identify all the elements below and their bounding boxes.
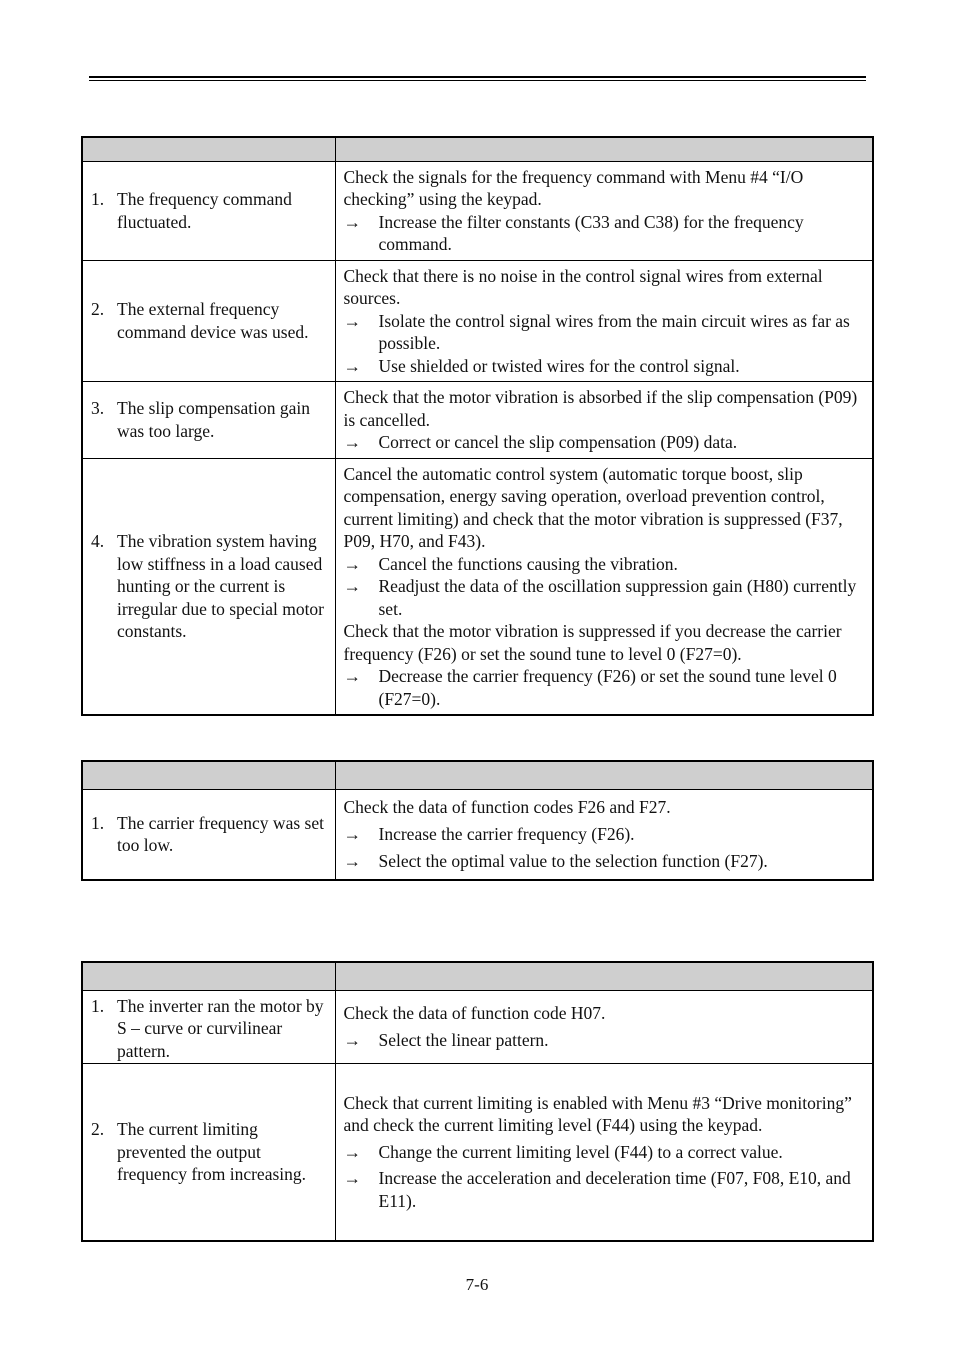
arrow-icon: → <box>343 850 361 871</box>
check-cell: Check the data of function codes F26 and F27. → Increase the carrier frequency (F26). → Select the optimal value to the selection function (F27). <box>336 790 873 879</box>
header-rule <box>89 76 866 78</box>
table-row <box>82 990 873 1063</box>
cause-cell: 1. The carrier frequency was set too low. <box>91 812 324 855</box>
check-cell: Cancel the automatic control system (automatic torque boost, slip compensation, energy saving operation, overload prevention control, current limiting) and check that the motor vibration is suppressed (F37, P09, H70, and F43). → Cancel the functions causing the vibration. → Readjust the data of the oscillation suppression gain (H80) currently set. Check that the motor vibration is suppressed if you decrease the carrier frequency (F26) or set the sound tune to level 0 (F27=0). → Decrease the carrier frequency (F26) or set the sound tune level 0 (F27=0). <box>343 463 857 709</box>
arrow-icon: → <box>343 310 361 331</box>
check-cell: Check the data of function code H07. → Select the linear pattern. <box>336 996 873 1058</box>
table-noise <box>81 760 874 881</box>
table-row <box>82 789 873 880</box>
table-row <box>82 382 873 459</box>
header-cell-cause <box>82 962 335 990</box>
cause-cell: 4. The vibration system having low stiffness in a load caused hunting or the current is irregular due to special motor constants. <box>91 531 325 641</box>
arrow-icon: → <box>343 1168 361 1188</box>
header-cell-cause <box>82 761 335 789</box>
table-header-row <box>82 962 873 990</box>
check-cell: Check that there is no noise in the control signal wires from external sources. → Isolate the control signal wires from the main circuit wires as far as possible. → Use shielded or twisted wires for the control signal. <box>343 265 850 376</box>
cause-cell: 2. The current limiting prevented the output frequency from increasing. <box>91 1119 307 1184</box>
table-row <box>82 458 873 715</box>
check-cell: Check that the motor vibration is absorbed if the slip compensation (P09) is cancelled. → Correct or cancel the slip compensation (P09) data. <box>343 387 858 452</box>
check-cell: Check that current limiting is enabled with Menu #3 “Drive monitoring” and check the current limiting level (F44) using the keypad. → Change the current limiting level (F44) to a correct value. → Increase the acceleration and deceleration time (F07, F08, E10, and E11). <box>343 1092 852 1211</box>
page-number: 7-6 <box>465 1275 489 1294</box>
table-row <box>82 260 873 382</box>
table-row <box>82 161 873 260</box>
cause-cell: 2. The external frequency command device was used. <box>91 299 309 342</box>
arrow-icon: → <box>343 211 361 232</box>
arrow-icon: → <box>343 553 361 574</box>
header-rule-thin <box>89 80 866 81</box>
table-header-row <box>82 137 873 161</box>
arrow-icon: → <box>343 823 361 844</box>
table-header-row <box>82 761 873 789</box>
arrow-icon: → <box>343 355 361 376</box>
header-cell-check <box>335 137 873 161</box>
cause-cell: 1. The inverter ran the motor by S – curve or curvilinear pattern. <box>91 995 324 1061</box>
arrow-icon: → <box>343 432 361 452</box>
check-cell: Check the signals for the frequency command with Menu #4 “I/O checking” using the keypad. → Increase the filter constants (C33 and C38) for the frequency command. <box>343 166 804 254</box>
arrow-icon: → <box>343 666 361 686</box>
arrow-icon: → <box>343 1029 361 1050</box>
arrow-icon: → <box>343 576 361 596</box>
cause-cell: 1. The frequency command fluctuated. <box>91 189 292 232</box>
header-cell-check <box>335 962 873 990</box>
table-acceleration <box>81 961 874 1242</box>
cause-cell: 3. The slip compensation gain was too large. <box>91 398 310 441</box>
header-cell-cause <box>82 137 335 161</box>
table-vibration <box>81 136 874 716</box>
arrow-icon: → <box>343 1141 361 1162</box>
header-cell-check <box>335 761 873 789</box>
table-row <box>82 1063 873 1241</box>
